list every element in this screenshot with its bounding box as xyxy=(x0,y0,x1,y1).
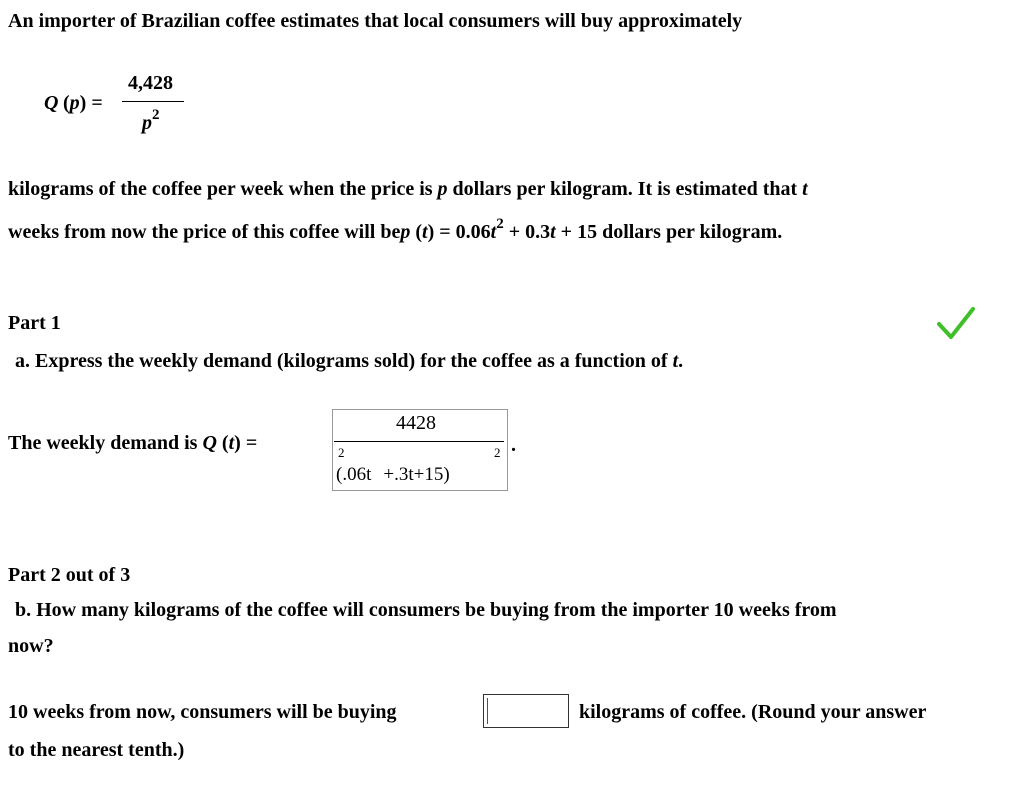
part1-answer-label: The weekly demand is Q (t) = xyxy=(8,432,258,454)
answer-outer-exp: 2 xyxy=(494,445,501,460)
answer-numerator: 4428 xyxy=(396,412,436,434)
intro-line-1: An importer of Brazilian coffee estimates that local consumers will buy approximately xyxy=(8,10,743,32)
part2-heading: Part 2 out of 3 xyxy=(8,564,131,586)
part1-question: a. Express the weekly demand (kilograms sold) for the coffee as a function of t. xyxy=(15,350,684,372)
part2-question-line1: b. How many kilograms of the coffee will consumers be buying from the importer 10 weeks from xyxy=(15,599,837,621)
text-caret xyxy=(487,698,488,724)
formula-den-exp: 2 xyxy=(152,107,160,123)
part1-heading: Part 1 xyxy=(8,312,61,334)
p-symbol: p xyxy=(69,92,80,114)
part2-answer-prefix: 10 weeks from now, consumers will be buying xyxy=(8,701,397,723)
answer-period: . xyxy=(511,434,516,456)
part2-answer-line2: to the nearest tenth.) xyxy=(8,739,185,761)
kilograms-answer-input[interactable] xyxy=(483,694,569,728)
intro-line-2: kilograms of the coffee per week when the price is p dollars per kilogram. It is estimated that t xyxy=(8,178,808,200)
checkmark-icon xyxy=(936,306,976,342)
q-symbol: Q xyxy=(44,92,59,114)
fraction-bar xyxy=(122,101,184,102)
answer-inner-exp: 2 xyxy=(338,445,345,460)
answer-denominator: (.06t +.3t+15) xyxy=(336,464,450,485)
formula-numerator: 4,428 xyxy=(128,72,173,94)
answer-fraction-bar xyxy=(334,441,504,442)
formula-den-base: p xyxy=(142,112,152,134)
part2-answer-suffix: kilograms of coffee. (Round your answer xyxy=(579,701,927,723)
part2-question-line2: now? xyxy=(8,635,54,657)
intro-line-3: weeks from now the price of this coffee will bep $(t) = 0.06t^2 + 0.3t + 15$ dollars per kilogram. xyxy=(8,216,783,243)
